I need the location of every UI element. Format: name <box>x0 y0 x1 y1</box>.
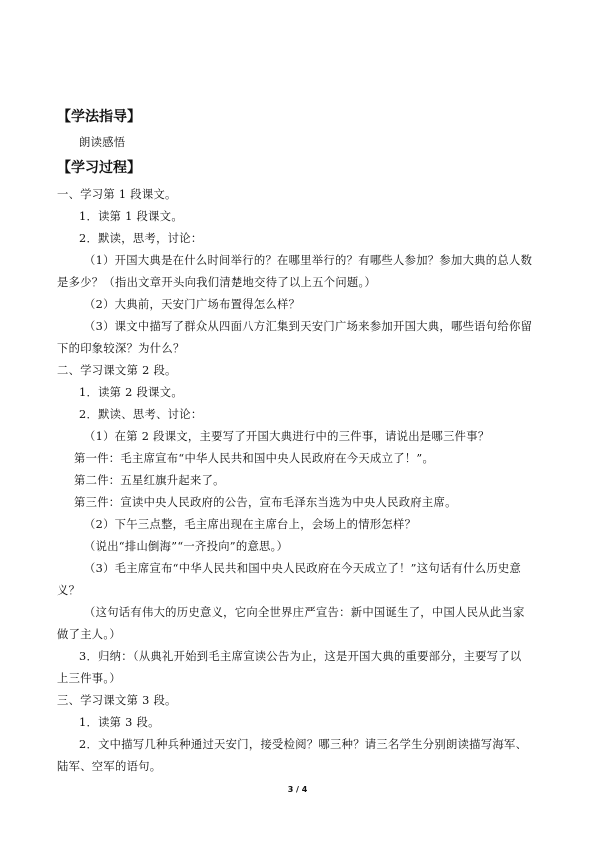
question-line: （2）大典前，天安门广场布置得怎么样？ <box>84 298 301 311</box>
question-line: （3）毛主席宣布“中华人民共和国中央人民政府在今天成立了！”这句话有什么历史意 <box>84 562 522 575</box>
step-item: 陆军、空军的语句。 <box>57 760 162 773</box>
answer-line: 第二件：五星红旗升起来了。 <box>74 474 225 487</box>
step-item: 1．读第 2 段课文。 <box>79 386 183 399</box>
learning-process-heading: 【学习过程】 <box>57 160 141 176</box>
step-item: 2．默读，思考，讨论： <box>79 232 203 245</box>
step-item: 3．归纳：（从典礼开始到毛主席宣读公告为止，这是开国大典的重要部分，主要写了以 <box>79 650 522 663</box>
question-line: 下的印象较深？为什么？ <box>57 342 185 355</box>
answer-line: 做了主人。） <box>57 628 121 641</box>
section-title: 三、学习课文第 3 段。 <box>57 694 177 707</box>
step-item: 2．默读、思考、讨论： <box>79 408 203 421</box>
question-line: 义？ <box>57 584 81 597</box>
question-line: （2）下午三点整，毛主席出现在主席台上，会场上的情形怎样？ <box>84 518 417 531</box>
answer-line: （说出“排山倒海”“一齐投向”的意思。） <box>84 540 289 553</box>
answer-line: 第三件：宣读中央人民政府的公告，宣布毛泽东当选为中央人民政府主席。 <box>74 496 457 509</box>
section-title: 一、学习第 1 段课文。 <box>57 188 177 201</box>
question-line: 是多少？（指出文章开头向我们清楚地交待了以上五个问题。） <box>57 276 377 289</box>
answer-line: （这句话有伟大的历史意义，它向全世界庄严宣告：新中国诞生了，中国人民从此当家 <box>84 606 525 619</box>
question-line: （1）开国大典是在什么时间举行的？在哪里举行的？有哪些人参加？参加大典的总人数 <box>84 254 533 267</box>
method-guide-heading: 【学法指导】 <box>57 109 141 125</box>
step-item: 上三件事。） <box>57 672 121 685</box>
step-item: 1．读第 1 段课文。 <box>79 210 183 223</box>
answer-line: 第一件：毛主席宣布“中华人民共和国中央人民政府在今天成立了！”。 <box>74 452 435 465</box>
question-line: （3）课文中描写了群众从四面八方汇集到天安门广场来参加开国大典，哪些语句给你留 <box>84 320 533 333</box>
step-item: 2．文中描写几种兵种通过天安门，接受检阅？哪三种？请三名学生分别朗读描写海军、 <box>79 738 528 751</box>
page-number: 3 / 4 <box>287 785 308 794</box>
section-title: 二、学习课文第 2 段。 <box>57 364 177 377</box>
step-item: 1．读第 3 段。 <box>79 716 160 729</box>
question-line: （1）在第 2 段课文，主要写了开国大典进行中的三件事，请说出是哪三件事？ <box>84 430 490 443</box>
method-guide-text: 朗读感悟 <box>79 136 126 149</box>
